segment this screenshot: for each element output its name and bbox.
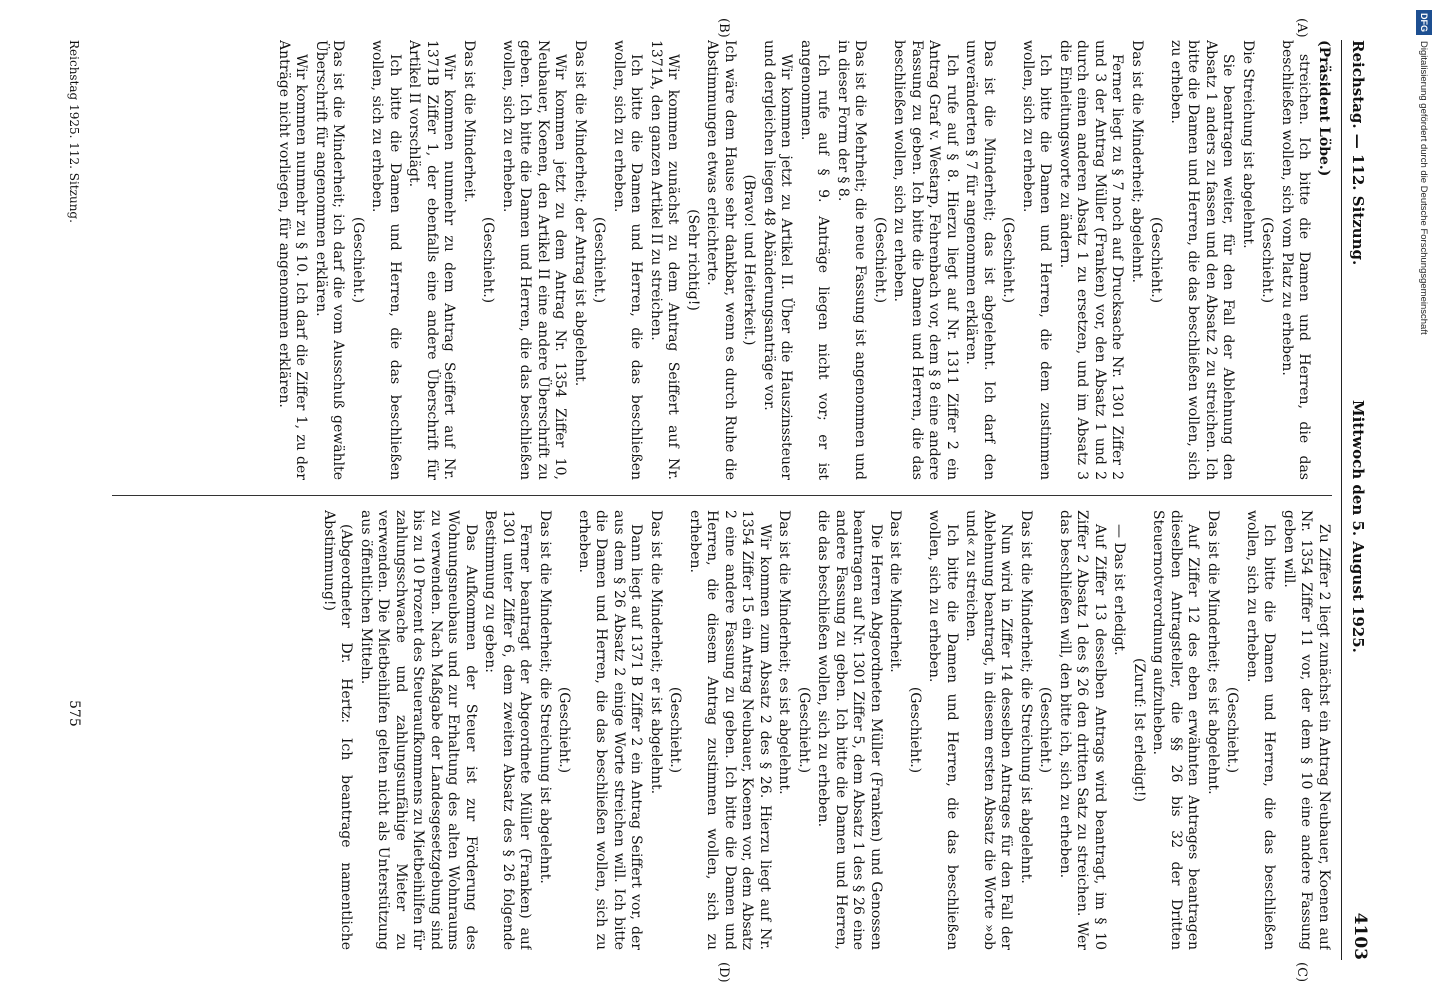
- margin-marker-b: (B): [716, 18, 731, 38]
- footer-signature: 575: [66, 700, 82, 727]
- digitization-text: Digitalisierung gefördert durch die Deutsche Forschungsgemeinschaft: [1418, 41, 1429, 335]
- paragraph: Ferner liegt zu § 7 noch auf Drucksache Nr. 1301 Ziffer 2 und 3 der Antrag Müller (Franken) vor, den Absatz 1 und 2 durch einen anderen Absatz 1 zu ersetzen, und im Absatz 3 die Einleitungsworte zu ändern.: [1057, 40, 1126, 480]
- paragraph: Das ist die Minderheit; der Antrag ist abgelehnt.: [572, 40, 588, 387]
- paragraph: Ich bitte die Damen und Herren, die das beschließen wollen, sich zu erheben.: [1244, 510, 1278, 950]
- page-header: [1341, 40, 1372, 960]
- paragraph: Auf Ziffer 12 des eben erwähnten Antrages beantragen dieselben Antragsteller, die §§ 26 bis 32 der Dritten Steuernotverordnung aufzuheben.: [1150, 510, 1202, 950]
- rotated-page: [42, 18, 1372, 983]
- interjection: (Geschieht.): [556, 686, 573, 774]
- paragraph: Das ist die Minderheit; die Streichung ist abgelehnt.: [537, 510, 553, 884]
- paragraph: Ich rufe auf § 8. Hierzu liegt auf Nr. 1311 Ziffer 2 ein Antrag Graf v. Westarp, Fehrenbach vor, dem § 8 eine andere Fassung zu geben. Ich bitte die Damen und Herren, die das beschließen wollen, sich zu erheben.: [891, 40, 960, 480]
- paragraph: Wir kommen jetzt zu dem Antrag Nr. 1354 Ziffer 10, Neubauer, Koenen, den Artikel II eine andere Überschrift zu geben. Ich bitte die Damen und Herren, die das beschließen wollen, sich zu erheben.: [500, 40, 569, 480]
- paragraph: streichen. Ich bitte die Damen und Herren, die das beschließen wollen, sich vom Platz zu erheben.: [1279, 40, 1313, 480]
- paragraph: Wir kommen nunmehr zu § 10. Ich darf die Ziffer 1, zu der Anträge nicht vorliegen, für angenommen erklären.: [276, 40, 310, 480]
- left-column: [52, 40, 1332, 480]
- paragraph: Das ist die Minderheit.: [887, 510, 904, 673]
- paragraph: Das ist die Mehrheit; die neue Fassung ist angenommen und in dieser Form der § 8.: [835, 40, 869, 480]
- paragraph: Ich bitte die Damen und Herren, die das beschließen wollen, sich zu erheben.: [369, 40, 403, 480]
- interjection: (Geschieht.): [907, 686, 923, 774]
- margin-marker-c: (C): [1294, 962, 1309, 983]
- paragraph: Das ist die Minderheit.: [461, 40, 477, 203]
- speaker-label: (Präsident Löbe.): [1316, 40, 1332, 177]
- interjection: (Geschieht.): [1037, 686, 1054, 774]
- paragraph: Das ist die Minderheit; ich darf die vom Ausschuß gewählte Überschrift für angenommen erklären.: [313, 40, 347, 480]
- interjection: (Geschieht.): [480, 216, 497, 304]
- interjection: (Geschieht.): [591, 216, 608, 304]
- interjection: (Geschieht.): [1000, 216, 1017, 304]
- interjection: (Zuruf: Ist erledigt!): [1131, 658, 1147, 802]
- paragraph: Ich rufe auf § 9. Anträge liegen nicht vor; er ist angenommen.: [798, 40, 832, 480]
- paragraph: Ich bitte die Damen und Herren, die dem zustimmen wollen, sich zu erheben.: [1020, 40, 1054, 480]
- paragraph: Dann liegt auf 1371 B Ziffer 2 ein Antrag Seiffert vor, der aus dem § 26 Absatz 2 einige Worte streichen will. Ich bitte die Damen und Herren, die das beschließen wollen, sich zu erheben.: [576, 510, 645, 950]
- paragraph: Ferner beantragt der Abgeordnete Müller (Franken) auf 1301 unter Ziffer 6, dem zweiten Absatz des § 26 folgende Bestimmung zu geben:: [482, 510, 534, 950]
- paragraph: Das ist die Minderheit; die Streichung ist abgelehnt.: [1018, 510, 1034, 884]
- interjection: (Geschieht.): [667, 686, 684, 774]
- right-column: [52, 510, 1332, 950]
- margin-marker-a: (A): [1294, 18, 1309, 38]
- paragraph: Wir kommen zum Absatz 2 des § 26. Hierzu liegt auf Nr. 1354 Ziffer 15 ein Antrag Neubauer, Koenen vor, dem Absatz 2 eine andere Fassung zu geben. Ich bitte die Damen und Herren, die diesem Antrag zustimmen wollen, sich zu erheben.: [687, 510, 773, 950]
- paragraph: Auf Ziffer 13 desselben Antrags wird beantragt, im § 10 Ziffer 2 Absatz 1 des § 26 den dritten Satz zu streichen. Wer das beschließen will, den bitte ich, sich zu erheben.: [1057, 510, 1108, 950]
- paragraph: Ich bitte die Damen und Herren, die das beschließen wollen, sich zu erheben.: [611, 40, 645, 480]
- paragraph: Ich wäre dem Hause sehr dankbar, wenn es durch Ruhe die Abstimmungen etwas erleichterte.: [704, 40, 738, 480]
- paragraph: (Abgeordneter Dr. Hertz: Ich beantrage namentliche Abstimmung!): [321, 510, 355, 950]
- margin-marker-d: (D): [716, 962, 731, 983]
- paragraph: Die Streichung ist abgelehnt.: [1240, 40, 1256, 249]
- header-date: Mittwoch den 5. August 1925.: [1349, 400, 1367, 653]
- interjection: (Geschieht.): [796, 686, 812, 774]
- dfg-logo: DFG: [1416, 10, 1432, 35]
- interjection: (Geschieht.): [350, 216, 366, 304]
- paragraph: Das ist die Minderheit; es ist abgelehnt.: [1205, 510, 1221, 795]
- interjection: (Sehr richtig!): [685, 209, 701, 311]
- paragraph: Wir kommen nunmehr zu dem Antrag Seiffert auf Nr. 1371B Ziffer 1, der ebenfalls eine andere Überschrift für Artikel II vorschlägt.: [406, 40, 458, 480]
- paragraph: Wir kommen zunächst zu dem Antrag Seiffert auf Nr. 1371A, den ganzen Artikel II zu streichen.: [648, 40, 682, 480]
- paragraph: Das Aufkommen der Steuer ist zur Förderung des Wohnungsneubaus und zur Erhaltung des alten Wohnraums zu verwenden. Nach Maßgabe der Landesgesetzgebung sind bis zu 10 Prozent des Steueraufkommens zu Mietbeihilfen für zahlungsschwache und zahlungsunfähige Mieter zu verwenden. Die Mietbeihilfen gelten nicht als Unterstützung aus öffentlichen Mitteln.: [358, 510, 479, 950]
- interjection: (Bravo! und Heiterkeit.): [741, 174, 758, 346]
- paragraph: Das ist die Minderheit; das ist abgelehnt. Ich darf den unveränderten § 7 für angenommen erklären.: [963, 40, 997, 480]
- footer-source: Reichstag 1925. 112. Sitzung.: [67, 40, 81, 223]
- paragraph: Ich bitte die Damen und Herren, die das beschließen wollen, sich zu erheben.: [926, 510, 960, 950]
- paragraph: Das ist die Minderheit; es ist abgelehnt.: [776, 510, 793, 795]
- interjection: (Geschieht.): [1148, 216, 1165, 304]
- paragraph: Das ist die Minderheit; abgelehnt.: [1129, 40, 1145, 283]
- interjection: (Geschieht.): [1224, 686, 1241, 774]
- paragraph: Sie beantragen weiter, für den Fall der Ablehnung den Absatz 1 anders zu fassen und den Absatz 2 zu streichen. Ich bitte die Damen und Herren, die das beschließen wollen, sich zu erheben.: [1168, 40, 1237, 480]
- paragraph: Wir kommen jetzt zu Artikel II. Über die Hauszinssteuer und dergleichen liegen 48 Abänderungsanträge vor.: [761, 40, 795, 480]
- paragraph: Nun wird in Ziffer 14 desselben Antrages für den Fall der Ablehnung beantragt, in diesem ersten Absatz die Worte »ob und« zu streichen.: [963, 510, 1015, 950]
- interjection: (Geschieht.): [872, 216, 888, 304]
- paragraph: Das ist die Minderheit; er ist abgelehnt.: [648, 510, 664, 795]
- column-divider: [112, 495, 1332, 496]
- paragraph: Die Herren Abgeordneten Müller (Franken) und Genossen beantragen auf Nr. 1301 Ziffer 5, dem Absatz 1 des § 26 eine andere Fassung zu geben. Ich bitte die Damen und Herren, die das beschließen wollen, sich zu erheben.: [815, 510, 884, 950]
- interjection: (Geschieht.): [1259, 216, 1276, 304]
- paragraph: — Das ist erledigt.: [1111, 524, 1128, 656]
- paragraph: Zu Ziffer 2 liegt zunächst ein Antrag Neubauer, Koenen auf Nr. 1354 Ziffer 11 vor, der dem § 10 eine andere Fassung geben will.: [1281, 510, 1332, 950]
- digitization-notice: [1418, 10, 1434, 990]
- page-number: 4103: [1350, 912, 1370, 960]
- header-session-title: Reichstag. — 112. Sitzung.: [1349, 40, 1367, 266]
